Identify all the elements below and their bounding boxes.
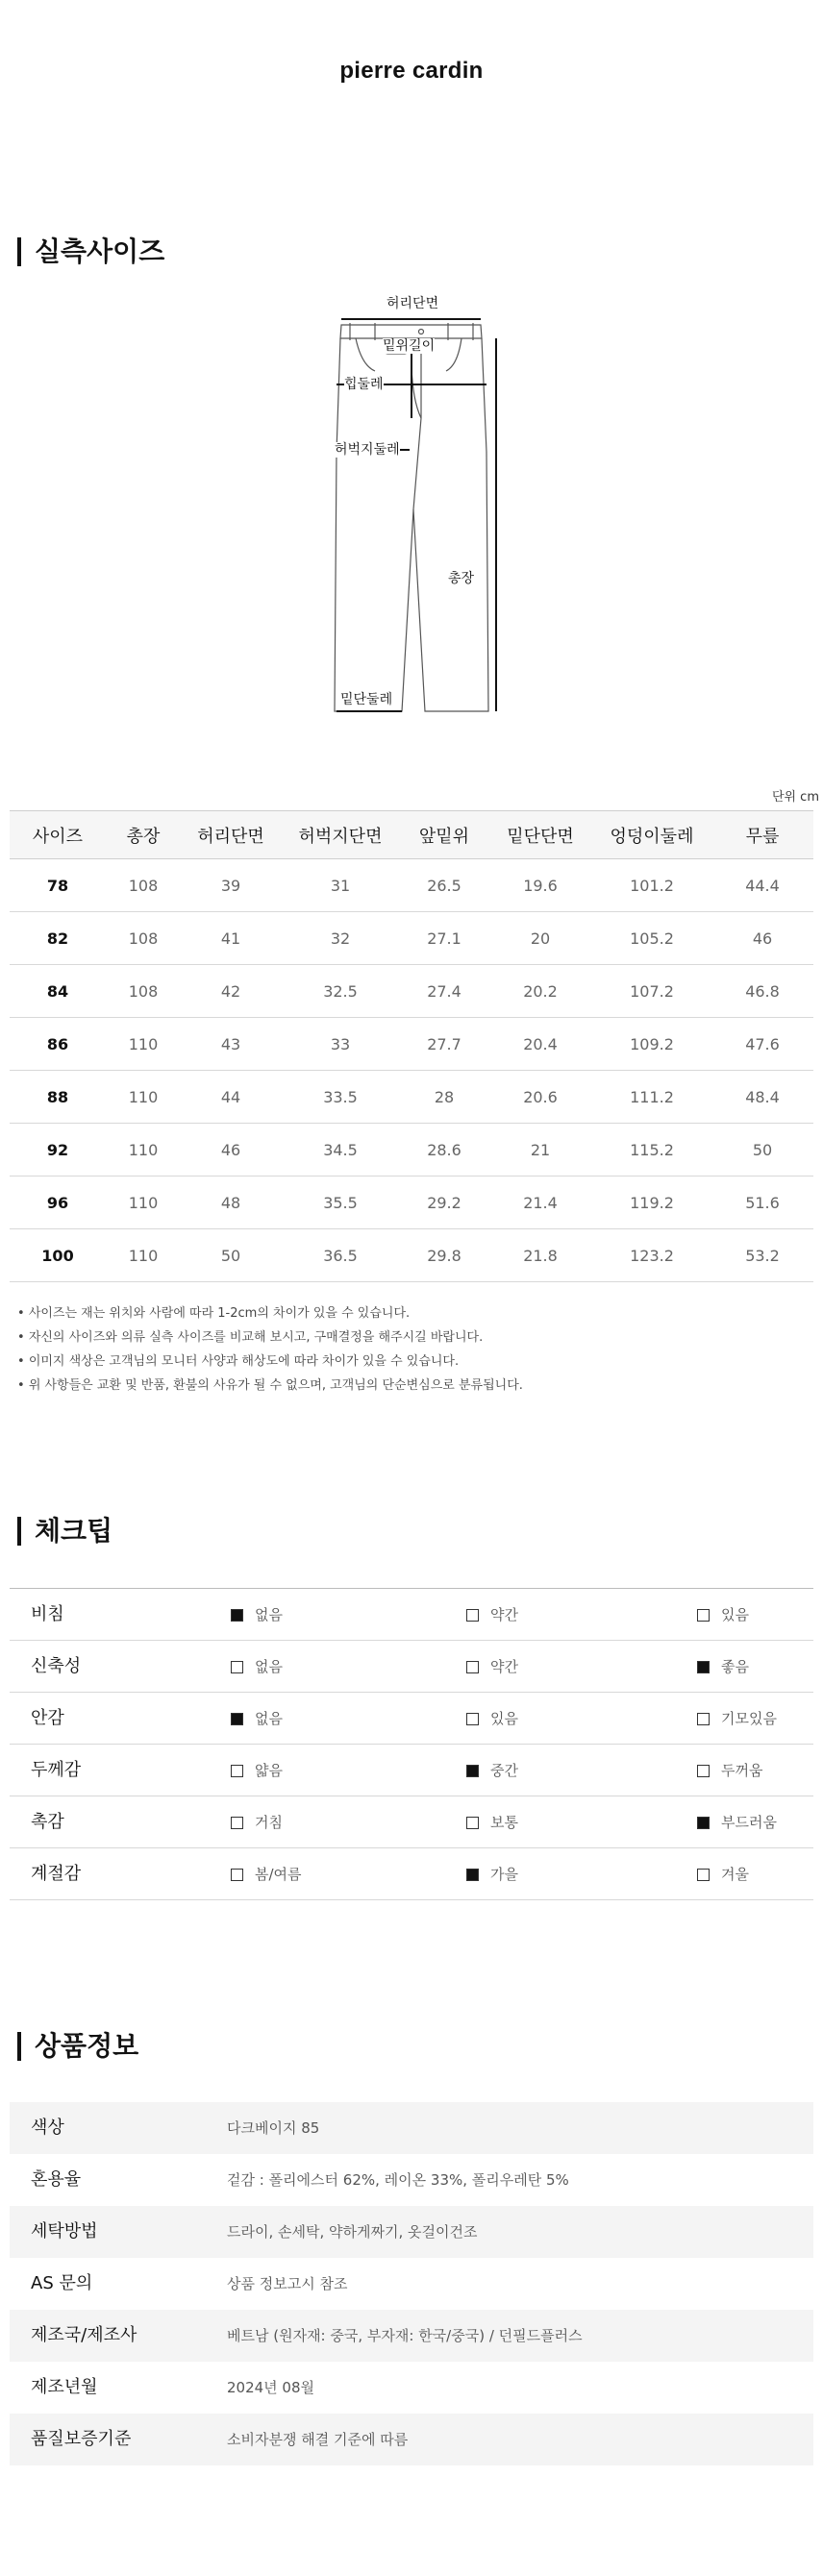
unchecked-box-icon: [466, 1817, 479, 1829]
size-section-title: 실측사이즈: [17, 237, 164, 266]
checked-box-icon: [466, 1765, 479, 1777]
table-cell: 107.2: [592, 965, 711, 1018]
header-cell: 총장: [106, 811, 181, 859]
info-value: 상품 정보고시 참조: [227, 2275, 348, 2292]
unchecked-box-icon: [466, 1661, 479, 1673]
check-option: [231, 1693, 283, 1745]
check-option-label: 부드러움: [721, 1814, 777, 1831]
check-option: [697, 1693, 777, 1745]
info-key: 제조년월: [31, 2377, 98, 2397]
check-option-label: 없음: [255, 1606, 283, 1623]
check-row-label: 안감: [31, 1708, 64, 1728]
check-option: [697, 1796, 777, 1848]
table-cell: 29.8: [400, 1229, 488, 1282]
checked-box-icon: [697, 1661, 710, 1673]
header-cell: 밑단단면: [488, 811, 592, 859]
check-option: [697, 1745, 762, 1796]
table-cell: 27.7: [400, 1018, 488, 1071]
check-option: [466, 1589, 518, 1641]
info-row: [10, 2362, 813, 2414]
table-cell: 111.2: [592, 1071, 711, 1124]
table-cell: 110: [106, 1071, 181, 1124]
info-key: 품질보증기준: [31, 2429, 132, 2449]
unchecked-box-icon: [697, 1713, 710, 1725]
table-cell: 29.2: [400, 1177, 488, 1229]
info-key: 색상: [31, 2118, 64, 2138]
table-cell: 21.8: [488, 1229, 592, 1282]
note-item: • 이미지 색상은 고객님의 모니터 사양과 해상도에 따라 차이가 있을 수 있습니다.: [17, 1350, 523, 1374]
checked-box-icon: [466, 1869, 479, 1881]
table-cell: 50: [711, 1124, 813, 1177]
pants-illustration: [317, 288, 510, 740]
header-cell: 허벅지단면: [281, 811, 400, 859]
info-value: 소비자분쟁 해결 기준에 따름: [227, 2431, 409, 2448]
size-cell: 92: [10, 1124, 106, 1177]
table-cell: 46.8: [711, 965, 813, 1018]
checked-box-icon: [697, 1817, 710, 1829]
table-cell: 110: [106, 1124, 181, 1177]
diagram-label-hip: 힙둘레: [344, 377, 384, 392]
table-cell: 36.5: [281, 1229, 400, 1282]
header-cell: 앞밑위: [400, 811, 488, 859]
unchecked-box-icon: [231, 1817, 243, 1829]
table-row: [10, 1071, 813, 1124]
table-cell: 47.6: [711, 1018, 813, 1071]
info-section-title: 상품정보: [17, 2032, 138, 2061]
check-row-label: 신축성: [31, 1656, 82, 1676]
check-option: [231, 1589, 283, 1641]
size-cell: 82: [10, 912, 106, 965]
check-option-label: 약간: [490, 1606, 518, 1623]
diagram-label-rise: 밑위길이: [383, 338, 436, 354]
check-option-label: 없음: [255, 1710, 283, 1727]
check-option: [231, 1745, 283, 1796]
info-value: 겉감 : 폴리에스터 62%, 레이온 33%, 폴리우레탄 5%: [227, 2171, 569, 2189]
table-cell: 110: [106, 1018, 181, 1071]
table-row: [10, 1177, 813, 1229]
check-row: [10, 1693, 813, 1745]
info-key: 제조국/제조사: [31, 2325, 137, 2345]
info-value: 베트남 (원자재: 중국, 부자재: 한국/중국) / 던필드플러스: [227, 2327, 583, 2344]
table-cell: 21: [488, 1124, 592, 1177]
check-option: [697, 1641, 749, 1693]
header-cell: 엉덩이둘레: [592, 811, 711, 859]
check-option: [697, 1848, 749, 1900]
table-cell: 28.6: [400, 1124, 488, 1177]
unchecked-box-icon: [697, 1765, 710, 1777]
table-cell: 46: [181, 1124, 281, 1177]
table-cell: 35.5: [281, 1177, 400, 1229]
diagram-label-hem: 밑단둘레: [340, 692, 393, 707]
table-cell: 115.2: [592, 1124, 711, 1177]
header-cell: 허리단면: [181, 811, 281, 859]
info-key: 혼용율: [31, 2169, 82, 2190]
pants-size-diagram: [317, 288, 510, 740]
table-row: [10, 859, 813, 912]
table-cell: 32: [281, 912, 400, 965]
check-option-label: 기모있음: [721, 1710, 777, 1727]
table-cell: 110: [106, 1177, 181, 1229]
info-key: AS 문의: [31, 2273, 93, 2293]
check-row: [10, 1589, 813, 1641]
table-cell: 43: [181, 1018, 281, 1071]
info-row: [10, 2414, 813, 2465]
check-option: [231, 1796, 283, 1848]
table-cell: 53.2: [711, 1229, 813, 1282]
check-option-label: 봄/여름: [255, 1866, 302, 1883]
check-option-label: 얇음: [255, 1762, 283, 1779]
size-cell: 84: [10, 965, 106, 1018]
check-option: [231, 1848, 302, 1900]
check-row-label: 두께감: [31, 1760, 82, 1780]
info-value: 2024년 08월: [227, 2379, 315, 2396]
note-item: • 위 사항들은 교환 및 반품, 환불의 사유가 될 수 없으며, 고객님의 단순변심으로 분류됩니다.: [17, 1374, 523, 1398]
table-cell: 42: [181, 965, 281, 1018]
table-cell: 20.2: [488, 965, 592, 1018]
diagram-label-length: 총장: [448, 571, 475, 586]
check-option-label: 겨울: [721, 1866, 749, 1883]
table-cell: 50: [181, 1229, 281, 1282]
table-cell: 108: [106, 965, 181, 1018]
info-row: [10, 2154, 813, 2206]
table-cell: 33.5: [281, 1071, 400, 1124]
table-cell: 41: [181, 912, 281, 965]
unchecked-box-icon: [231, 1661, 243, 1673]
check-section-title: 체크팁: [17, 1517, 112, 1546]
unchecked-box-icon: [231, 1765, 243, 1777]
check-option-label: 거침: [255, 1814, 283, 1831]
checked-box-icon: [231, 1609, 243, 1622]
table-cell: 19.6: [488, 859, 592, 912]
table-cell: 34.5: [281, 1124, 400, 1177]
info-key: 세탁방법: [31, 2221, 98, 2242]
diagram-label-thigh: 허벅지둘레: [335, 442, 400, 458]
table-cell: 33: [281, 1018, 400, 1071]
size-cell: 86: [10, 1018, 106, 1071]
check-option: [231, 1641, 283, 1693]
checked-box-icon: [231, 1713, 243, 1725]
table-cell: 48: [181, 1177, 281, 1229]
table-cell: 20.6: [488, 1071, 592, 1124]
header-cell: 무릎: [711, 811, 813, 859]
table-cell: 46: [711, 912, 813, 965]
check-option-label: 있음: [490, 1710, 518, 1727]
header-cell: 사이즈: [10, 811, 106, 859]
table-row: [10, 965, 813, 1018]
unchecked-box-icon: [697, 1609, 710, 1622]
check-option-label: 두꺼움: [721, 1762, 763, 1779]
unchecked-box-icon: [466, 1609, 479, 1622]
info-row: [10, 2310, 813, 2362]
note-item: • 자신의 사이즈와 의류 실측 사이즈를 비교해 보시고, 구매결정을 해주시길 바랍니다.: [17, 1325, 523, 1350]
table-cell: 39: [181, 859, 281, 912]
info-value: 다크베이지 85: [227, 2119, 320, 2137]
table-cell: 20.4: [488, 1018, 592, 1071]
unchecked-box-icon: [697, 1869, 710, 1881]
table-cell: 51.6: [711, 1177, 813, 1229]
table-cell: 26.5: [400, 859, 488, 912]
table-cell: 44.4: [711, 859, 813, 912]
size-notes: [17, 1301, 523, 1398]
check-row-label: 계절감: [31, 1864, 82, 1884]
check-option-label: 중간: [490, 1762, 518, 1779]
table-cell: 21.4: [488, 1177, 592, 1229]
check-option-label: 약간: [490, 1658, 518, 1675]
table-cell: 20: [488, 912, 592, 965]
check-option-label: 있음: [721, 1606, 749, 1623]
check-option-label: 보통: [490, 1814, 518, 1831]
check-option-label: 좋음: [721, 1658, 749, 1675]
info-row: [10, 2206, 813, 2258]
size-cell: 78: [10, 859, 106, 912]
table-cell: 109.2: [592, 1018, 711, 1071]
table-row: [10, 1018, 813, 1071]
table-cell: 105.2: [592, 912, 711, 965]
table-cell: 32.5: [281, 965, 400, 1018]
table-cell: 108: [106, 912, 181, 965]
size-cell: 88: [10, 1071, 106, 1124]
table-cell: 110: [106, 1229, 181, 1282]
check-option-label: 없음: [255, 1658, 283, 1675]
check-option: [697, 1589, 749, 1641]
check-tip-list: [10, 1588, 813, 1900]
unchecked-box-icon: [466, 1713, 479, 1725]
table-cell: 119.2: [592, 1177, 711, 1229]
check-option-label: 가을: [490, 1866, 518, 1883]
check-row-label: 비침: [31, 1604, 64, 1624]
table-cell: 108: [106, 859, 181, 912]
check-option: [466, 1745, 518, 1796]
unit-label: 단위 cm: [771, 790, 819, 805]
table-cell: 123.2: [592, 1229, 711, 1282]
size-cell: 100: [10, 1229, 106, 1282]
info-row: [10, 2102, 813, 2154]
check-row-label: 촉감: [31, 1812, 64, 1832]
table-row: [10, 912, 813, 965]
info-row: [10, 2258, 813, 2310]
check-row: [10, 1848, 813, 1900]
table-row: [10, 1229, 813, 1282]
check-option: [466, 1641, 518, 1693]
check-row: [10, 1745, 813, 1796]
product-info-table: [10, 2102, 813, 2465]
unchecked-box-icon: [231, 1869, 243, 1881]
check-option: [466, 1693, 518, 1745]
table-row: [10, 1124, 813, 1177]
brand-logo: pierre cardin: [339, 58, 484, 84]
diagram-label-waist: 허리단면: [387, 296, 439, 311]
size-table-header: [10, 811, 813, 859]
check-row: [10, 1641, 813, 1693]
info-value: 드라이, 손세탁, 약하게짜기, 옷걸이건조: [227, 2223, 478, 2241]
check-row: [10, 1796, 813, 1848]
table-cell: 101.2: [592, 859, 711, 912]
table-cell: 28: [400, 1071, 488, 1124]
size-cell: 96: [10, 1177, 106, 1229]
check-option: [466, 1848, 518, 1900]
size-table: [10, 810, 813, 1282]
table-cell: 48.4: [711, 1071, 813, 1124]
table-cell: 27.1: [400, 912, 488, 965]
table-cell: 27.4: [400, 965, 488, 1018]
check-option: [466, 1796, 518, 1848]
note-item: • 사이즈는 재는 위치와 사람에 따라 1-2cm의 차이가 있을 수 있습니다.: [17, 1301, 523, 1325]
table-cell: 44: [181, 1071, 281, 1124]
table-cell: 31: [281, 859, 400, 912]
